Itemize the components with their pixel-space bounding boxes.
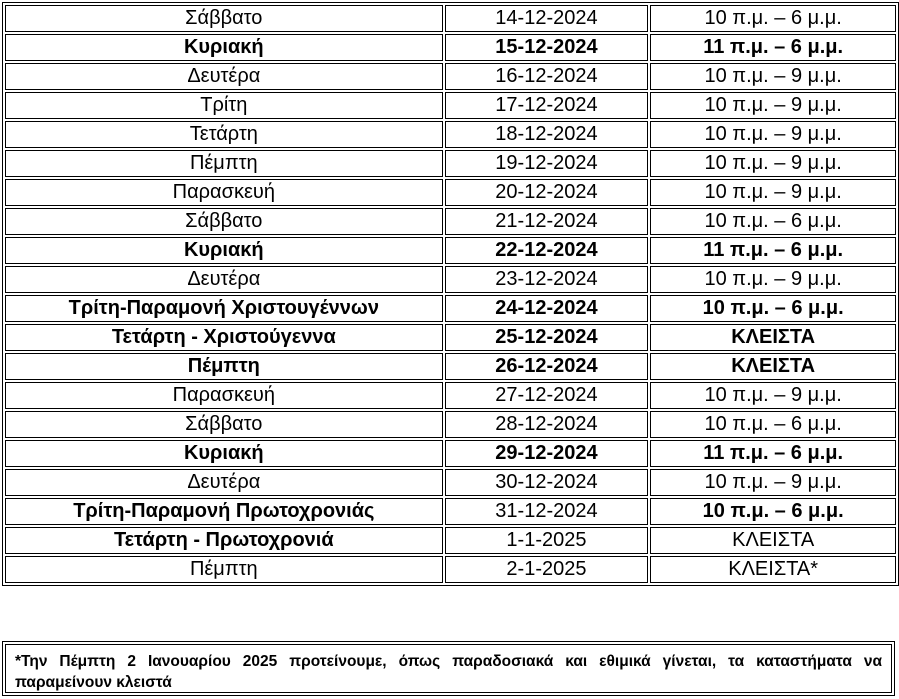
hours-cell: 10 π.μ. – 9 μ.μ. xyxy=(650,469,896,496)
day-cell: Παρασκευή xyxy=(5,179,443,206)
date-cell: 30-12-2024 xyxy=(445,469,649,496)
date-cell: 29-12-2024 xyxy=(445,440,649,467)
date-cell: 31-12-2024 xyxy=(445,498,649,525)
table-row xyxy=(5,150,896,177)
hours-cell: 10 π.μ. – 9 μ.μ. xyxy=(650,121,896,148)
day-cell: Σάββατο xyxy=(5,411,443,438)
day-cell: Δευτέρα xyxy=(5,266,443,293)
day-cell: Δευτέρα xyxy=(5,63,443,90)
table-row xyxy=(5,353,896,380)
day-cell: Κυριακή xyxy=(5,34,443,61)
table-row xyxy=(5,527,896,554)
hours-cell: ΚΛΕΙΣΤΑ xyxy=(650,353,896,380)
table-row xyxy=(5,63,896,90)
day-cell: Δευτέρα xyxy=(5,469,443,496)
date-cell: 27-12-2024 xyxy=(445,382,649,409)
day-cell: Πέμπτη xyxy=(5,353,443,380)
table-row xyxy=(5,295,896,322)
day-cell: Τρίτη-Παραμονή Πρωτοχρονιάς xyxy=(5,498,443,525)
hours-cell: 10 π.μ. – 9 μ.μ. xyxy=(650,179,896,206)
table-row xyxy=(5,208,896,235)
table-row xyxy=(5,121,896,148)
hours-cell: ΚΛΕΙΣΤΑ xyxy=(650,324,896,351)
table-row xyxy=(5,237,896,264)
date-cell: 25-12-2024 xyxy=(445,324,649,351)
date-cell: 17-12-2024 xyxy=(445,92,649,119)
day-cell: Τρίτη xyxy=(5,92,443,119)
date-cell: 14-12-2024 xyxy=(445,5,649,32)
day-cell: Τετάρτη - Πρωτοχρονιά xyxy=(5,527,443,554)
hours-cell: ΚΛΕΙΣΤΑ xyxy=(650,527,896,554)
date-cell: 21-12-2024 xyxy=(445,208,649,235)
day-cell: Σάββατο xyxy=(5,5,443,32)
hours-cell: 10 π.μ. – 9 μ.μ. xyxy=(650,92,896,119)
hours-cell: 10 π.μ. – 9 μ.μ. xyxy=(650,150,896,177)
date-cell: 16-12-2024 xyxy=(445,63,649,90)
date-cell: 24-12-2024 xyxy=(445,295,649,322)
day-cell: Σάββατο xyxy=(5,208,443,235)
hours-cell: 10 π.μ. – 6 μ.μ. xyxy=(650,208,896,235)
date-cell: 2-1-2025 xyxy=(445,556,649,583)
table-row xyxy=(5,382,896,409)
opening-hours-table xyxy=(2,2,899,586)
day-cell: Κυριακή xyxy=(5,237,443,264)
day-cell: Τρίτη-Παραμονή Χριστουγέννων xyxy=(5,295,443,322)
hours-cell: 10 π.μ. – 6 μ.μ. xyxy=(650,498,896,525)
day-cell: Πέμπτη xyxy=(5,556,443,583)
date-cell: 18-12-2024 xyxy=(445,121,649,148)
table-row xyxy=(5,324,896,351)
day-cell: Πέμπτη xyxy=(5,150,443,177)
hours-cell: 10 π.μ. – 6 μ.μ. xyxy=(650,295,896,322)
table-row xyxy=(5,92,896,119)
hours-cell: 10 π.μ. – 6 μ.μ. xyxy=(650,411,896,438)
hours-cell: 11 π.μ. – 6 μ.μ. xyxy=(650,34,896,61)
table-row xyxy=(5,5,896,32)
hours-cell: 11 π.μ. – 6 μ.μ. xyxy=(650,237,896,264)
date-cell: 26-12-2024 xyxy=(445,353,649,380)
day-cell: Τετάρτη xyxy=(5,121,443,148)
footnote-text: *Την Πέμπτη 2 Ιανουαρίου 2025 προτείνουμε, όπως παραδοσιακά και εθιμικά γίνεται, τα καταστήματα να παραμείνουν κλειστά xyxy=(5,644,892,693)
table-row xyxy=(5,411,896,438)
date-cell: 20-12-2024 xyxy=(445,179,649,206)
table-row xyxy=(5,498,896,525)
hours-cell: 10 π.μ. – 9 μ.μ. xyxy=(650,382,896,409)
hours-cell: ΚΛΕΙΣΤΑ* xyxy=(650,556,896,583)
day-cell: Τετάρτη - Χριστούγεννα xyxy=(5,324,443,351)
table-row xyxy=(5,469,896,496)
date-cell: 1-1-2025 xyxy=(445,527,649,554)
table-row xyxy=(5,440,896,467)
table-row xyxy=(5,266,896,293)
date-cell: 22-12-2024 xyxy=(445,237,649,264)
table-row xyxy=(5,34,896,61)
hours-cell: 11 π.μ. – 6 μ.μ. xyxy=(650,440,896,467)
date-cell: 19-12-2024 xyxy=(445,150,649,177)
footnote-box xyxy=(2,641,895,696)
hours-cell: 10 π.μ. – 9 μ.μ. xyxy=(650,63,896,90)
date-cell: 15-12-2024 xyxy=(445,34,649,61)
day-cell: Παρασκευή xyxy=(5,382,443,409)
date-cell: 28-12-2024 xyxy=(445,411,649,438)
table-row xyxy=(5,556,896,583)
table-row xyxy=(5,179,896,206)
hours-cell: 10 π.μ. – 6 μ.μ. xyxy=(650,5,896,32)
day-cell: Κυριακή xyxy=(5,440,443,467)
date-cell: 23-12-2024 xyxy=(445,266,649,293)
hours-cell: 10 π.μ. – 9 μ.μ. xyxy=(650,266,896,293)
